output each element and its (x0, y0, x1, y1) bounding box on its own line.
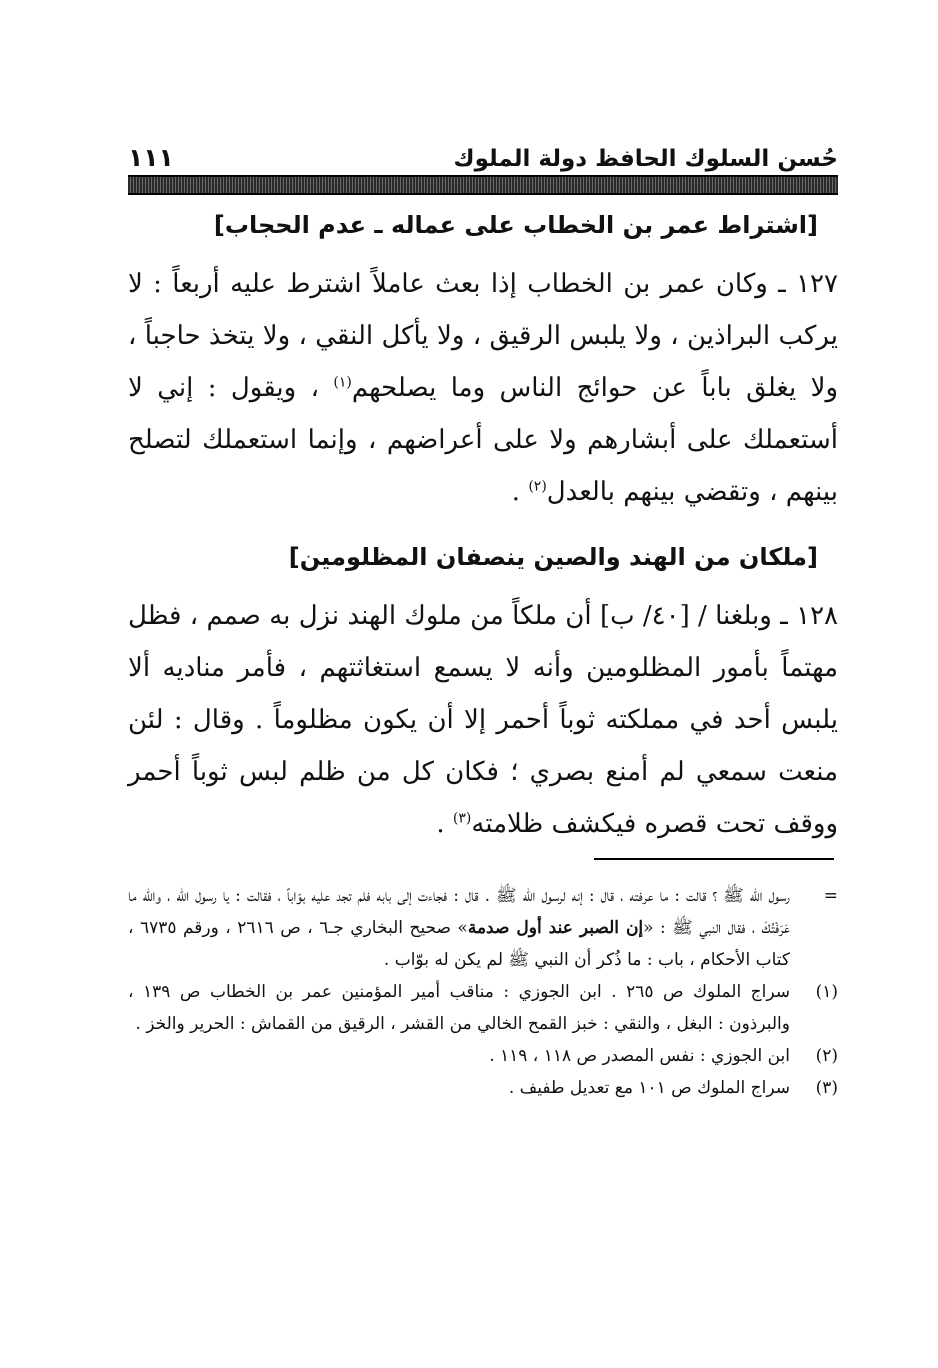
footnote-text: ابن الجوزي : نفس المصدر ص ١١٨ ، ١١٩ . (489, 1046, 790, 1066)
main-text (128, 200, 838, 864)
paragraph-text: . (511, 477, 529, 507)
paragraph-127 (128, 258, 838, 518)
paragraph-text: ١٢٨ ـ وبلغنا / [٤٠/ ب] أن ملكاً من ملوك الهند نزل به صمم ، فظل مهتماً بأمور المظلومين وأنه لا يسمع استغاثتهم ، فأمر مناديه ألا يلبس أحد في مملكته ثوباً أحمر إلا أن يكون مظلوماً . وقال : لئن منعت سمعي لم أمنع بصري ؛ فكان كل من ظلم لبس ثوباً أحمر ووقف تحت قصره فيكشف ظلامته (128, 601, 839, 839)
footnote-text: سراج الملوك ص ٢٦٥ . ابن الجوزي : مناقب أمير المؤمنين عمر بن الخطاب ص ١٣٩ ، والبرذون : البغل ، والنقي : خبز القمح الخالي من القشر ، الرقيق من القماش : الحرير والخز . (128, 982, 791, 1034)
paragraph-text: ، ويقول : إني لا أستعملك على أبشارهم ولا على أعراضهم ، وإنما استعملك لتصلح بينهم ، وتقضي بينهم بالعدل (128, 373, 838, 507)
section-heading-2: [ملكان من الهند والصين ينصفان المظلومين] (288, 543, 818, 571)
footnote-separator (594, 858, 834, 860)
footnote-3 (128, 1072, 838, 1104)
footnote-marker: = (823, 886, 838, 906)
footnote-text-part: رسول الله ﷺ ؟ قالت : ما عرفته ، قال : إنه لرسول الله ﷺ . قال : فجاءت إلى بابه فلم تجد عليه بوّاباً ، فقالت : يا رسول الله ، والله ما عَرَفْتُكَ ، فقال النبي ﷺ : « (128, 886, 790, 938)
paragraph-128 (128, 590, 838, 850)
footnote-marker: (١) (815, 982, 838, 1002)
footnote-ref-3[interactable]: (٣) (452, 810, 472, 827)
running-header (128, 126, 838, 172)
page-number: ١١١ (128, 143, 174, 172)
paragraph-text: ١٢٧ ـ وكان عمر بن الخطاب إذا بعث عاملاً اشترط عليه أربعاً : لا يركب البراذين ، ولا يلبس الرقيق ، ولا يأكل النقي ، ولا يتخذ حاجباً ، ولا يغلق باباً عن حوائج الناس وما يصلحهم (128, 269, 839, 403)
footnote-1 (128, 976, 838, 1040)
paragraph-text: . (436, 809, 453, 839)
header-rule (128, 175, 838, 195)
footnote-ref-1[interactable]: (١) (333, 374, 352, 391)
footnotes (128, 880, 838, 1104)
footnote-text: سراج الملوك ص ١٠١ مع تعديل طفيف . (508, 1078, 790, 1098)
footnote-text-part: » صحيح البخاري جـ٦ ، ص ٢٦١٦ ، ورقم ٦٧٣٥ ، كتاب الأحكام ، باب : ما ذُكر أن النبي ﷺ لم يكن له بوّاب . (128, 918, 790, 970)
footnote-ref-2[interactable]: (٢) (528, 478, 547, 495)
running-title: حُسن السلوك الحافظ دولة الملوك (453, 146, 838, 172)
hadith-quote: إن الصبر عند أول صدمة (467, 918, 644, 938)
footnote-marker: (٢) (815, 1046, 838, 1066)
footnote-marker: (٣) (815, 1078, 838, 1098)
section-heading-1: [اشتراط عمر بن الخطاب على عماله ـ عدم الحجاب] (213, 211, 818, 239)
footnote-2 (128, 1040, 838, 1072)
footnote-continuation (128, 880, 838, 976)
footnote-text (128, 880, 790, 976)
